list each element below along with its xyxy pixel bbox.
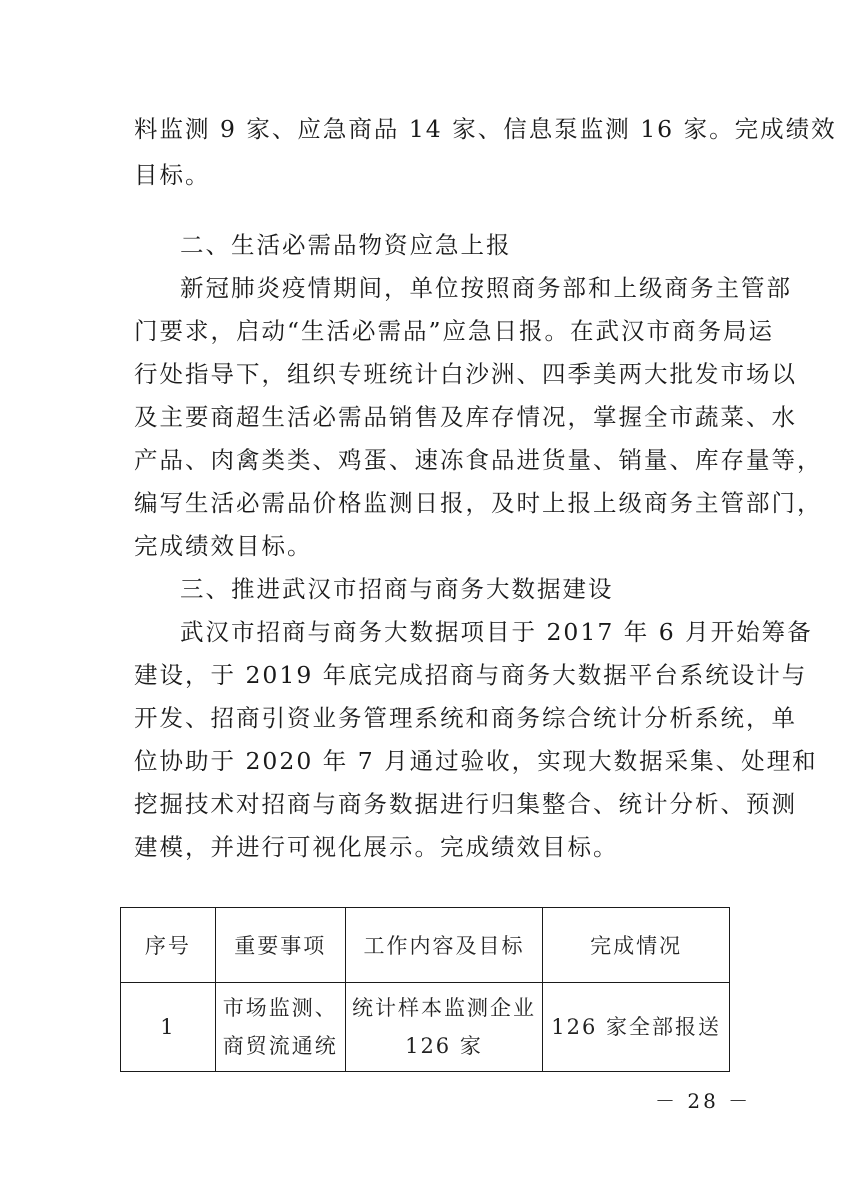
paragraph-line: 目标。 — [134, 161, 211, 189]
cell-content — [345, 983, 543, 1072]
header-cell-content: 工作内容及目标 — [345, 908, 543, 983]
table-row — [121, 983, 730, 1072]
paragraph-line: 位协助于 2020 年 7 月通过验收，实现大数据采集、处理和 — [134, 747, 818, 775]
cell-no: 1 — [121, 983, 216, 1072]
paragraph-line: 建设，于 2019 年底完成招商与商务大数据平台系统设计与 — [134, 661, 808, 689]
paragraph-line: 行处指导下，组织专班统计白沙洲、四季美两大批发市场以 — [134, 360, 797, 388]
header-cell-status: 完成情况 — [543, 908, 730, 983]
section-heading-3: 三、推进武汉市招商与商务大数据建设 — [180, 575, 614, 603]
cell-item-line: 商贸流通统 — [222, 1034, 338, 1058]
paragraph-line: 完成绩效目标。 — [134, 532, 313, 560]
paragraph-line: 武汉市招商与商务大数据项目于 2017 年 6 月开始筹备 — [180, 618, 813, 646]
section-heading-2: 二、生活必需品物资应急上报 — [180, 231, 512, 259]
paragraph-line: 料监测 9 家、应急商品 14 家、信息泵监测 16 家。完成绩效 — [134, 115, 837, 143]
cell-item-line: 市场监测、 — [222, 996, 338, 1020]
paragraph-line: 及主要商超生活必需品销售及库存情况，掌握全市蔬菜、水 — [134, 403, 797, 431]
paragraph-line: 新冠肺炎疫情期间，单位按照商务部和上级商务主管部 — [180, 274, 792, 302]
cell-item — [215, 983, 345, 1072]
cell-status: 126 家全部报送 — [543, 983, 730, 1072]
paragraph-line: 编写生活必需品价格监测日报，及时上报上级商务主管部门， — [134, 489, 823, 517]
cell-content-line: 统计样本监测企业 — [351, 996, 536, 1020]
page-number: － 28 － — [655, 1089, 752, 1113]
performance-table — [120, 907, 730, 1072]
table-header-row — [121, 908, 730, 983]
header-cell-no: 序号 — [121, 908, 216, 983]
cell-content-line: 126 家 — [405, 1034, 483, 1058]
paragraph-line: 开发、招商引资业务管理系统和商务综合统计分析系统，单 — [134, 704, 797, 732]
paragraph-line: 门要求，启动“生活必需品”应急日报。在武汉市商务局运 — [134, 317, 775, 345]
paragraph-line: 建模，并进行可视化展示。完成绩效目标。 — [134, 833, 619, 861]
paragraph-line: 产品、肉禽类类、鸡蛋、速冻食品进货量、销量、库存量等， — [134, 446, 823, 474]
paragraph-line: 挖掘技术对招商与商务数据进行归集整合、统计分析、预测 — [134, 790, 797, 818]
header-cell-item: 重要事项 — [215, 908, 345, 983]
